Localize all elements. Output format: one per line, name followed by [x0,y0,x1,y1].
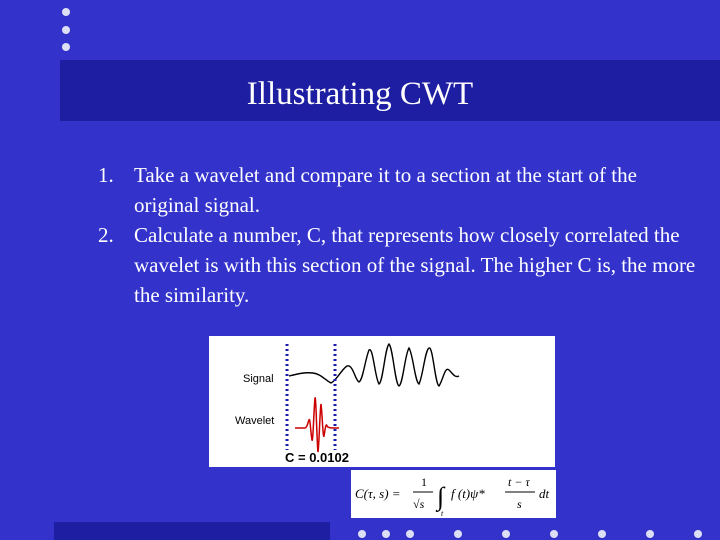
integral-lower: t [441,509,444,518]
bottom-dot [550,530,558,538]
bottom-dot [598,530,606,538]
formula-lhs: C(τ, s) = [355,486,401,501]
wavelet-label: Wavelet [235,415,275,427]
wavelet-waveform [295,398,339,452]
numbered-list [98,160,698,310]
list-item [98,160,698,220]
bottom-dot [646,530,654,538]
integral-sign: ∫ [437,482,445,511]
bottom-dot [406,530,414,538]
cwt-figure [209,336,555,467]
signal-waveform [289,344,459,386]
formula-dt: dt [539,486,550,501]
bottom-dot [454,530,462,538]
bottom-dot [502,530,510,538]
cwt-formula [351,470,556,518]
formula-root: √s [413,497,425,511]
formula-numerator: 1 [421,475,427,489]
list-item [98,220,698,310]
bottom-bar [54,522,330,540]
c-value: C = 0.0102 [285,450,349,465]
list-text: Take a wavelet and compare it to a section at the start of the original signal. [134,163,637,217]
formula-integrand: f (t)ψ* [451,486,485,501]
bullet-dot [62,8,70,16]
frac-denominator: s [517,497,522,511]
frac-numerator: t − τ [508,475,530,489]
list-text: Calculate a number, C, that represents how closely correlated the wavelet is with this section of the signal. The higher C is, the more the similarity. [134,223,696,307]
cwt-illustration [209,336,555,467]
slide-title: Illustrating CWT [246,76,474,112]
list-number: 2. [98,223,114,247]
bullet-dot [62,43,70,51]
formula-graphic [351,470,556,518]
signal-label: Signal [243,373,274,385]
bottom-dot [358,530,366,538]
bullet-dot [62,26,70,34]
list-number: 1. [98,163,114,187]
bottom-dot [382,530,390,538]
bottom-dot [694,530,702,538]
